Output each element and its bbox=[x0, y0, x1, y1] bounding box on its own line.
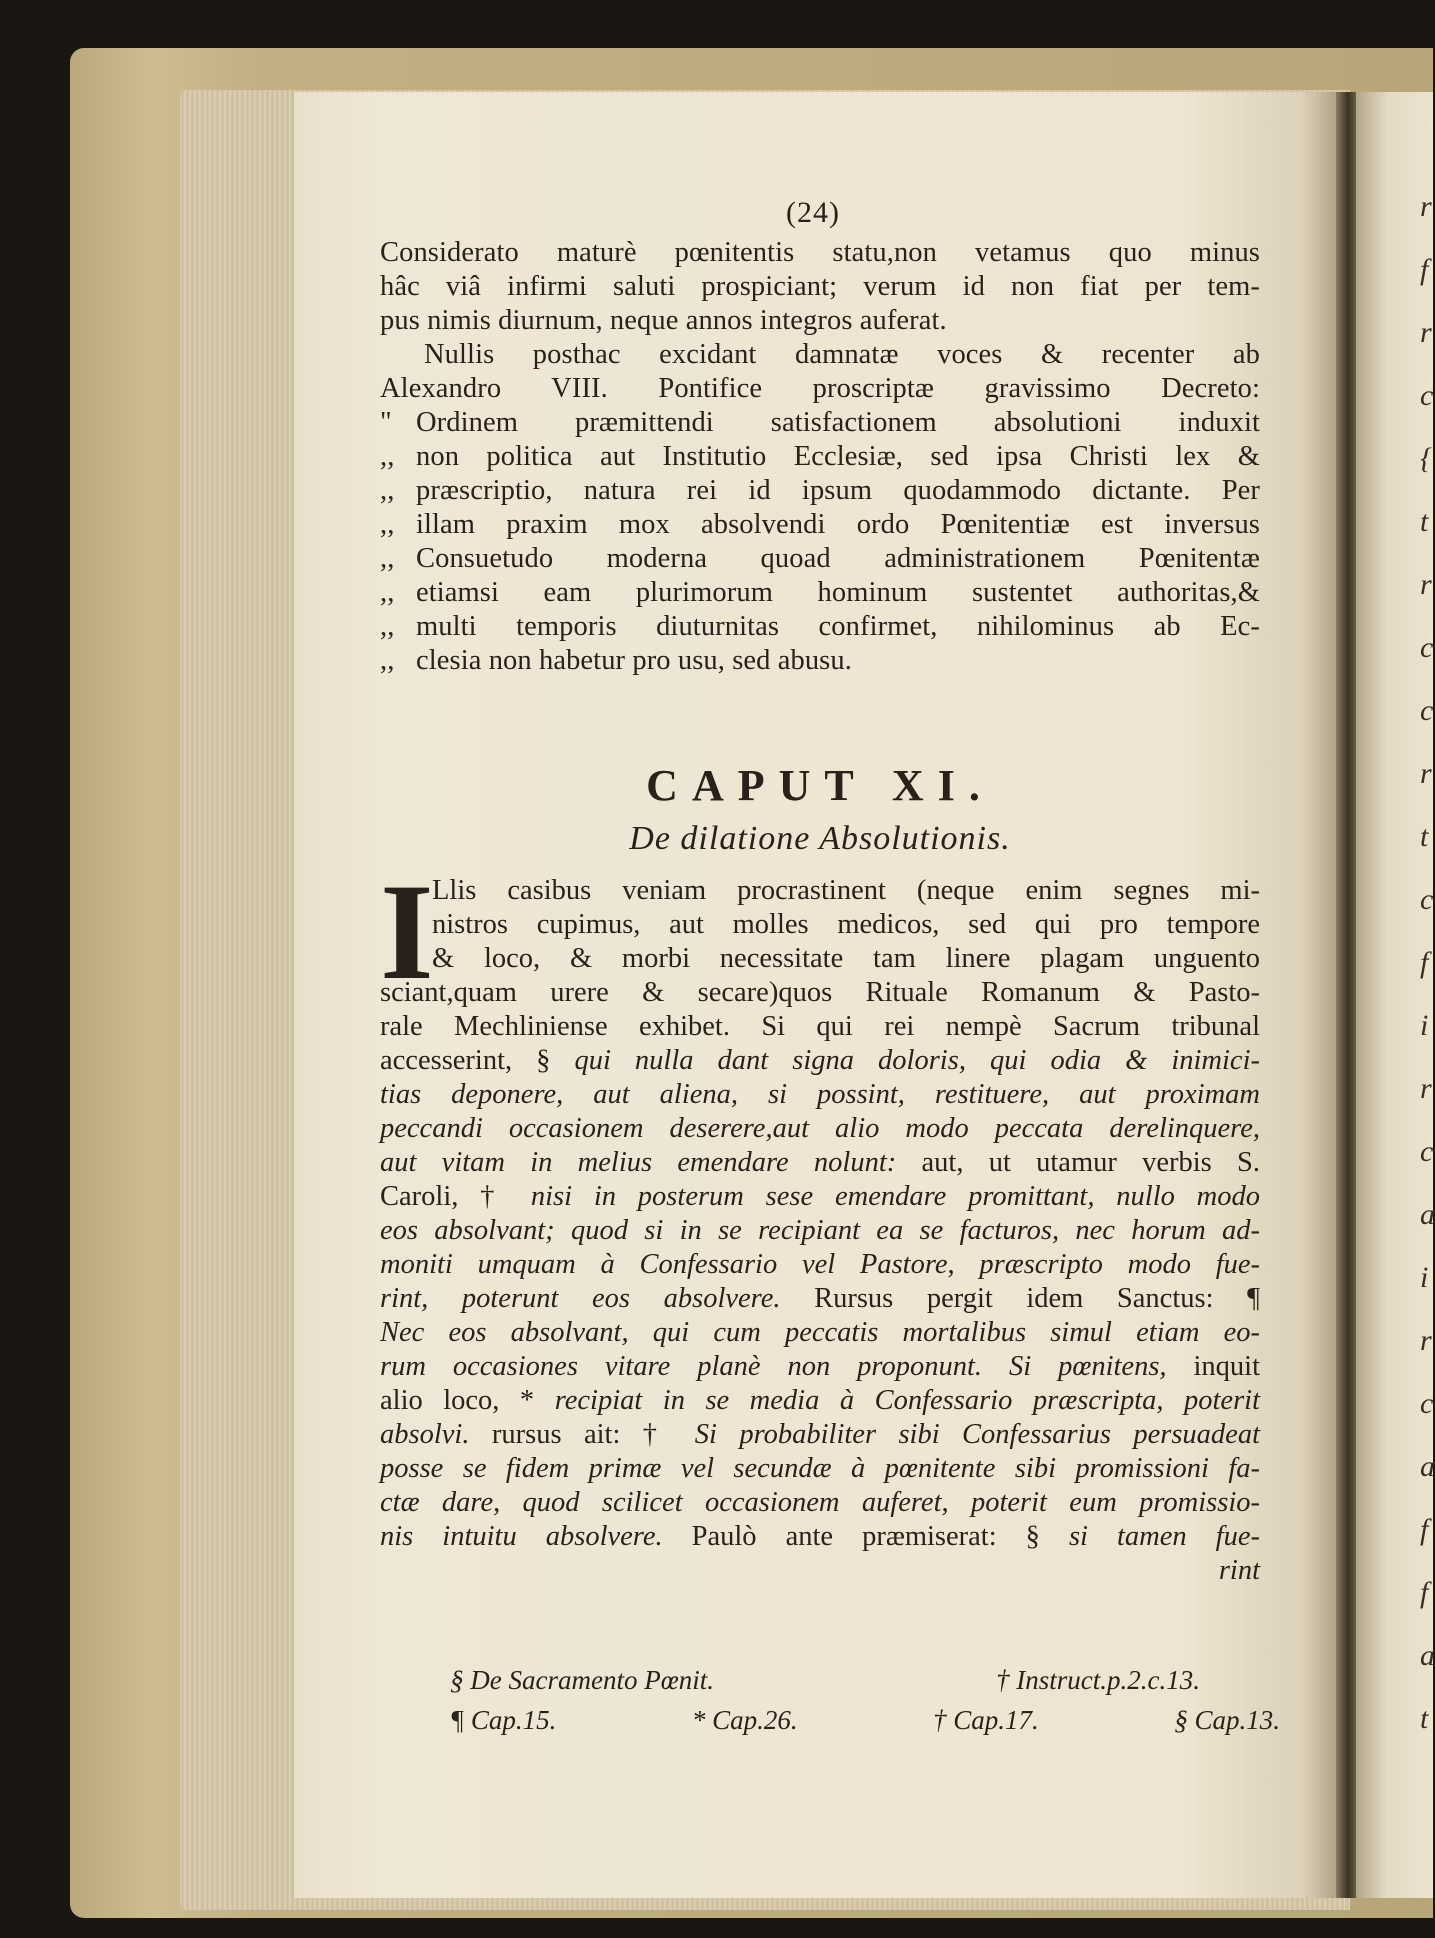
text-line bbox=[380, 1214, 1260, 1248]
italic-segment: Si probabiliter sibi Confessarius persuadeat bbox=[694, 1419, 1260, 1450]
text-line: Alexandro VIII. Pontifice proscriptæ gravissimo Decreto: bbox=[380, 373, 1260, 404]
quote-mark: ,, bbox=[380, 577, 395, 608]
italic-segment: nis intuitu absolvere. bbox=[380, 1521, 663, 1552]
right-page-letter: r bbox=[1420, 568, 1432, 601]
footnote-row bbox=[450, 1700, 1280, 1740]
italic-segment: rint, poterunt eos absolvere. bbox=[380, 1283, 781, 1314]
right-page-letter: r bbox=[1420, 1072, 1432, 1105]
italic-segment: absolvi. bbox=[380, 1419, 470, 1450]
text-line bbox=[380, 1452, 1260, 1486]
italic-segment: aut vitam in melius emendare nolunt: bbox=[380, 1147, 897, 1178]
right-page-edge bbox=[1356, 92, 1433, 1898]
quote-line bbox=[380, 406, 1260, 440]
italic-segment: eos absolvant; quod si in se recipiant ea se facturos, nec horum ad- bbox=[380, 1215, 1260, 1246]
italic-segment: tias deponere, aut aliena, si possint, restituere, aut proximam bbox=[380, 1079, 1260, 1110]
quote-text: etiamsi eam plurimorum hominum sustentet authoritas,& bbox=[416, 577, 1260, 608]
text-line bbox=[380, 1078, 1260, 1112]
quote-text: clesia non habetur pro usu, sed abusu. bbox=[416, 645, 852, 676]
italic-segment: Nec eos absolvant, qui cum peccatis mortalibus simul etiam eo- bbox=[380, 1317, 1260, 1348]
right-page-letter: f bbox=[1420, 1576, 1429, 1609]
text-line bbox=[380, 1044, 1260, 1078]
chapter-title: CAPUT XI. bbox=[646, 761, 994, 810]
right-page-letter: f bbox=[1420, 1513, 1429, 1546]
italic-segment: recipiat in se media à Confessario præscripta, poterit bbox=[554, 1385, 1260, 1416]
right-page-letter: c bbox=[1420, 694, 1434, 727]
text-line: pus nimis diurnum, neque annos integros auferat. bbox=[380, 305, 947, 336]
quote-text: Ordinem præmittendi satisfactionem absolutioni induxit bbox=[416, 407, 1260, 438]
footnote-row bbox=[450, 1660, 1280, 1700]
text-line: & loco, & morbi necessitate tam linere plagam unguento bbox=[432, 943, 1260, 974]
italic-segment: posse se fidem primæ vel secundæ à pœnitente sibi promissioni fa- bbox=[380, 1453, 1260, 1484]
chapter-subtitle: De dilatione Absolutionis. bbox=[629, 820, 1011, 857]
footnote: * Cap.26. bbox=[691, 1705, 798, 1735]
right-page-letter: c bbox=[1420, 1387, 1434, 1420]
text-segment: Paulò ante præmiserat: § bbox=[662, 1521, 1069, 1552]
drop-cap: I bbox=[380, 855, 434, 1008]
quote-mark: ,, bbox=[380, 509, 395, 540]
quote-mark: ,, bbox=[380, 543, 395, 574]
right-page-letter: f bbox=[1420, 946, 1429, 979]
footnote: † Cap.17. bbox=[933, 1705, 1039, 1735]
italic-segment: qui nulla dant signa doloris, qui odia & inimici- bbox=[574, 1045, 1260, 1076]
text-segment: Caroli, † bbox=[380, 1181, 531, 1212]
text-segment: sciant,quam urere & secare)quos Rituale Romanum & Pasto- bbox=[380, 977, 1260, 1008]
text-line bbox=[380, 1180, 1260, 1214]
quote-line bbox=[380, 474, 1260, 508]
footnote: § Cap.13. bbox=[1174, 1705, 1280, 1735]
chapter-body bbox=[380, 855, 1260, 1588]
quote-mark: ,, bbox=[380, 441, 395, 472]
quoted-decree bbox=[380, 406, 1260, 678]
text-segment: Rursus pergit idem Sanctus: ¶ bbox=[780, 1283, 1260, 1314]
text-segment: rursus ait: † bbox=[469, 1419, 695, 1450]
right-page-letter: i bbox=[1420, 1009, 1429, 1042]
right-page-letter: c bbox=[1420, 631, 1434, 664]
italic-segment: ctæ dare, quod scilicet occasionem auferet, poterit eum promissio- bbox=[380, 1487, 1260, 1518]
text-line bbox=[380, 1486, 1260, 1520]
right-page-letter: { bbox=[1420, 442, 1432, 475]
text-line: nistros cupimus, aut molles medicos, sed qui pro tempore bbox=[432, 909, 1260, 940]
text-segment: alio loco, * bbox=[380, 1385, 555, 1416]
italic-segment: peccandi occasionem deserere,aut alio modo peccata derelinquere, bbox=[380, 1113, 1260, 1144]
text-line bbox=[380, 1282, 1260, 1316]
right-page-letter: c bbox=[1420, 379, 1434, 412]
quote-mark: " bbox=[380, 407, 392, 438]
italic-segment: moniti umquam à Confessario vel Pastore, præscripto modo fue- bbox=[380, 1249, 1260, 1280]
quote-text: præscriptio, natura rei id ipsum quodammodo dictante. Per bbox=[416, 475, 1260, 506]
opening-text bbox=[380, 236, 1260, 678]
text-segment: rale Mechliniense exhibet. Si qui rei nempè Sacrum tribunal bbox=[380, 1011, 1260, 1042]
catchword: rint bbox=[1218, 1555, 1260, 1586]
quote-line bbox=[380, 542, 1260, 576]
italic-segment: si tamen fue- bbox=[1068, 1521, 1260, 1552]
quote-text: illam praxim mox absolvendi ordo Pœnitentiæ est inversus bbox=[416, 509, 1260, 540]
italic-segment: rum occasiones vitare planè non proponunt. Si pœnitens, bbox=[380, 1351, 1167, 1382]
right-page-letter: r bbox=[1420, 316, 1432, 349]
quote-text: Consuetudo moderna quoad administrationem Pœnitentæ bbox=[416, 543, 1260, 574]
right-page-letter: t bbox=[1420, 505, 1429, 538]
right-page-letter: t bbox=[1420, 820, 1429, 853]
right-page-letter: r bbox=[1420, 1324, 1432, 1357]
footnote: † Instruct.p.2.c.13. bbox=[996, 1665, 1200, 1695]
italic-segment: nisi in posterum sese emendare promittant, nullo modo bbox=[530, 1181, 1260, 1212]
right-page-letter: r bbox=[1420, 757, 1432, 790]
footnote: ¶ Cap.15. bbox=[450, 1705, 557, 1735]
right-page-letter: a bbox=[1420, 1198, 1435, 1231]
right-page-letter: c bbox=[1420, 1135, 1434, 1168]
text-line: hâc viâ infirmi saluti prospiciant; verum id non fiat per tem- bbox=[380, 271, 1260, 302]
right-page-letter: i bbox=[1420, 1261, 1429, 1294]
right-page-letter: f bbox=[1420, 253, 1429, 286]
text-line bbox=[380, 1384, 1260, 1418]
text-line bbox=[380, 1112, 1260, 1146]
quote-line bbox=[380, 576, 1260, 610]
text-line bbox=[380, 1248, 1260, 1282]
quote-line bbox=[380, 508, 1260, 542]
quote-line bbox=[380, 644, 1260, 678]
text-line bbox=[380, 1010, 1260, 1044]
text-line bbox=[380, 1520, 1260, 1554]
right-page-letter: a bbox=[1420, 1639, 1435, 1672]
quote-line bbox=[380, 440, 1260, 474]
footnote: § De Sacramento Pœnit. bbox=[450, 1665, 714, 1695]
text-line: Nullis posthac excidant damnatæ voces & recenter ab bbox=[424, 339, 1260, 370]
text-segment: aut, ut utamur verbis S. bbox=[896, 1147, 1260, 1178]
text-line: Llis casibus veniam procrastinent (neque enim segnes mi- bbox=[432, 875, 1260, 906]
book-gutter bbox=[1336, 92, 1356, 1898]
right-page-letter: a bbox=[1420, 1450, 1435, 1483]
quote-mark: ,, bbox=[380, 475, 395, 506]
text-segment: accesserint, § bbox=[380, 1045, 575, 1076]
quote-text: non politica aut Institutio Ecclesiæ, sed ipsa Christi lex & bbox=[416, 441, 1260, 472]
text-line: Considerato maturè pœnitentis statu,non vetamus quo minus bbox=[380, 237, 1260, 268]
right-page-letter: r bbox=[1420, 190, 1432, 223]
right-page-letter: t bbox=[1420, 1702, 1429, 1735]
text-line bbox=[380, 1146, 1260, 1180]
quote-line bbox=[380, 610, 1260, 644]
quote-mark: ,, bbox=[380, 645, 395, 676]
text-line bbox=[380, 976, 1260, 1010]
text-line bbox=[380, 1316, 1260, 1350]
quote-mark: ,, bbox=[380, 611, 395, 642]
chapter-lines bbox=[380, 976, 1260, 1554]
right-page-letter: c bbox=[1420, 883, 1434, 916]
text-segment: inquit bbox=[1166, 1351, 1260, 1382]
footnotes bbox=[450, 1660, 1280, 1740]
quote-text: multi temporis diuturnitas confirmet, nihilominus ab Ec- bbox=[416, 611, 1260, 642]
page-number: (24) bbox=[786, 196, 840, 229]
text-line bbox=[380, 1350, 1260, 1384]
text-line bbox=[380, 1418, 1260, 1452]
